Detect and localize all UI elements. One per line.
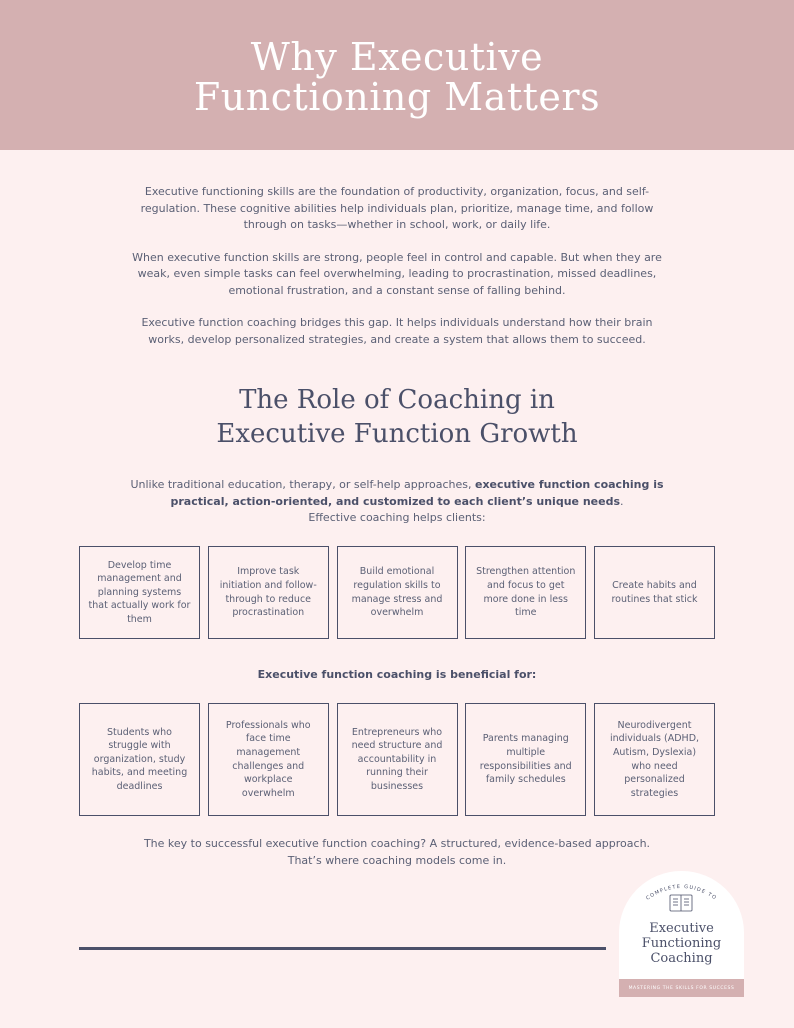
- page-title: [194, 37, 600, 117]
- help-box: Improve task initiation and follow-through to reduce procrastination: [208, 546, 329, 639]
- beneficial-box: Students who struggle with organization, study habits, and meeting deadlines: [79, 703, 200, 816]
- description-bold-text: executive function coaching is practical, action-oriented, and customized to each client’s unique needs: [170, 478, 664, 508]
- page-title-line2: Functioning Matters: [193, 75, 601, 119]
- help-box: Strengthen attention and focus to get more done in less time: [465, 546, 586, 639]
- closing-line1: The key to successful executive function coaching? A structured, evidence-based approach.: [143, 837, 651, 850]
- beneficial-box: Neurodivergent individuals (ADHD, Autism, Dyslexia) who need personalized strategies: [594, 703, 715, 816]
- helps-box-row: [79, 546, 715, 639]
- beneficial-box-row: [79, 703, 715, 816]
- page-title-line1: Why Executive: [250, 35, 544, 79]
- description-end: .: [620, 494, 624, 508]
- page-header: [0, 0, 794, 150]
- section-title: [100, 383, 694, 451]
- badge-strip: [619, 979, 744, 997]
- badge-title-line2: Functioning: [641, 936, 722, 951]
- closing-text: [120, 836, 674, 869]
- book-icon: [670, 895, 692, 911]
- badge-title-line3: Coaching: [650, 951, 713, 966]
- closing-line2: That’s where coaching models come in.: [287, 853, 507, 867]
- beneficial-box: Entrepreneurs who need structure and accountability in running their businesses: [337, 703, 458, 816]
- help-box: Create habits and routines that stick: [594, 546, 715, 639]
- section-description: [120, 477, 674, 527]
- intro-paragraph-2: When executive function skills are strong, people feel in control and capable. But when they are weak, even simple tasks can feel overwhelming, leading to procrastination, missed deadlines, emotional frustration, and a constant sense of falling behind.: [132, 250, 662, 297]
- svg-text:COMPLETE GUIDE TO: [645, 884, 718, 902]
- badge-strip-text: MASTERING THE SKILLS FOR SUCCESS: [628, 985, 735, 991]
- beneficial-box: Professionals who face time management challenges and workplace overwhelm: [208, 703, 329, 816]
- section-title-line1: The Role of Coaching in: [239, 385, 555, 415]
- description-text: Unlike traditional education, therapy, or self-help approaches,: [130, 478, 475, 491]
- badge-curved-label: [619, 871, 744, 921]
- help-box: Build emotional regulation skills to manage stress and overwhelm: [337, 546, 458, 639]
- guide-badge: [619, 871, 744, 997]
- beneficial-box: Parents managing multiple responsibilities and family schedules: [465, 703, 586, 816]
- intro-paragraph-1: Executive functioning skills are the foundation of productivity, organization, focus, and self-regulation. These cognitive abilities help individuals plan, prioritize, manage time, and follow through on tasks—whether in school, work, or daily life.: [140, 185, 654, 231]
- beneficial-heading: Executive function coaching is beneficial for:: [257, 668, 537, 681]
- help-box: Develop time management and planning systems that actually work for them: [79, 546, 200, 639]
- intro-section: [130, 184, 664, 364]
- badge-curved-text: COMPLETE GUIDE TO: [645, 883, 718, 902]
- intro-paragraph-3: Executive function coaching bridges this gap. It helps individuals understand how their brain works, develop personalized strategies, and create a system that allows them to succeed.: [141, 316, 653, 346]
- description-line2: Effective coaching helps clients:: [308, 511, 486, 524]
- section-title-line2: Executive Function Growth: [216, 419, 578, 449]
- badge-title: [619, 921, 744, 966]
- divider-line: [79, 947, 606, 950]
- badge-title-line1: Executive: [649, 921, 714, 936]
